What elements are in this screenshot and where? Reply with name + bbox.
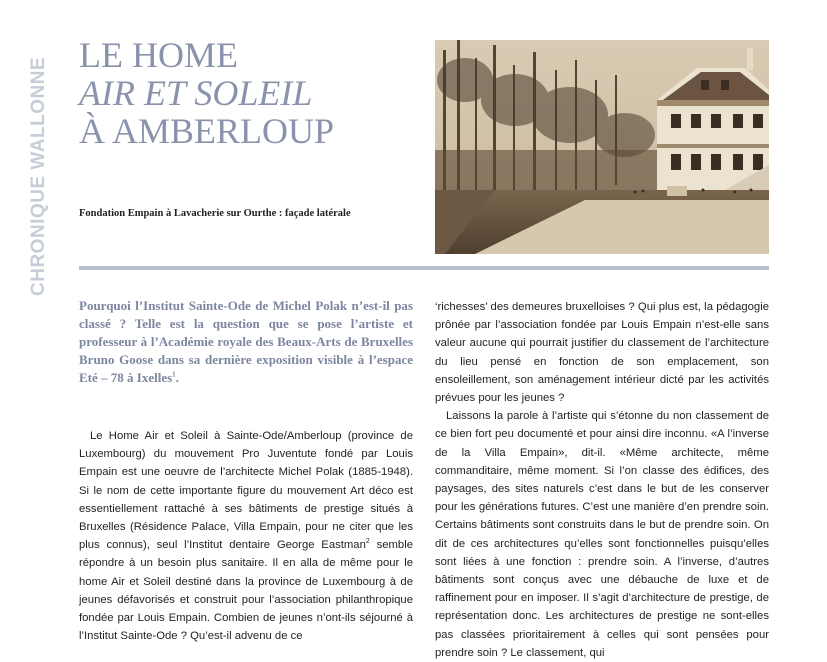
photo-caption: Fondation Empain à Lavacherie sur Ourthe : façade latérale	[79, 208, 351, 219]
lead-text: Pourquoi l’Institut Sainte-Ode de Michel Polak n’est-il pas classé ? Telle est la question que se pose l’artiste et professeur à l’Académie royale des Beaux-Arts de Bruxelles Bruno Goose dans sa dernière exposition visible à l’espace Eté – 78 à Ixelles	[79, 298, 413, 385]
title-line-3: À AMBERLOUP	[79, 111, 335, 151]
article-lead: Pourquoi l’Institut Sainte-Ode de Michel Polak n’est-il pas classé ? Telle est la question que se pose l’artiste et professeur à l’Académie royale des Beaux-Arts de Bruxelles Bruno Goose dans sa dernière exposition visible à l’espace Eté – 78 à Ixelles$^1$.	[79, 298, 413, 385]
paragraph	[79, 427, 413, 645]
building-photo	[435, 40, 769, 254]
paragraph: ‘richesses’ des demeures bruxelloises ? Qui plus est, la pédagogie prônée par l’association fondée par Louis Empain n’est-elle sans valeur aucune qui pourrait justifier du classement de l’architecture du lieu pensé en fonction de son emplacement, son ensoleillement, son aménagement intérieur dicté par les activités prévues pour les jeunes ?	[435, 301, 769, 405]
body-column-1	[79, 427, 413, 645]
title-line-1: LE HOME	[79, 35, 238, 75]
paragraph-text-continued: semble répondre à un besoin plus sanitaire. Il en alla de même pour le home Air et Soleil destiné dans la province de Luxembourg à de jeunes défavorisés et construit pour l’association philanthropique fondée par Louis Empain. Combien de jeunes n’ont-ils séjourné à l’Institut Sainte-Ode ? Qu’est-il advenu de ce	[79, 539, 413, 643]
footnote-ref-2: 2	[365, 538, 370, 546]
body-column-2	[435, 298, 769, 659]
building-photo-illustration	[435, 40, 769, 254]
article-title	[79, 36, 334, 150]
title-line-2: AIR ET SOLEIL	[79, 73, 313, 113]
section-label-text: CHRONIQUE WALLONNE	[28, 56, 49, 296]
section-divider	[79, 266, 769, 270]
footnote-ref-1: 1	[172, 370, 176, 379]
paragraph-text: Le Home Air et Soleil à Sainte-Ode/Amberloup (province de Luxembourg) du mouvement Pro Juventute fondé par Louis Empain est une oeuvre de l’architecte Michel Polak (1885-1948). Si le nom de cette importante figure du mouvement Art déco est essentiellement rattaché à ses bâtiments de prestige situés à Bruxelles (Résidence Palace, Villa Empain, pour ne citer que les plus connus), seul l’Institut dentaire George Eastman	[79, 430, 413, 552]
paragraph: Laissons la parole à l’artiste qui s’étonne du non classement de ce bien fort peu documenté et pour ainsi dire inconnu. «A l’inverse de la Villa Empain», dit-il. «Même architecte, même commanditaire, même moment. Si l’on classe des édifices, des paysages, des sites naturels c’est dans le but de les conserver pour les générations futures. C’est une manière d’en prendre soin. Certains bâtiments sont construits dans le but de prendre soin. On dit de ces architectures qu’elles sont fonctionnelles puisqu’elles sont liées à une fonction : prendre soin. A l’inverse, d’autres bâtiments sont conçus avec une débauche de luxe et de raffinement pour en imposer. Il s’agit d’architecture de prestige, de représentation donc. Les architectures de prestige ne sont-elles pas classées prioritairement à celles qui sont pensées pour prendre soin ? Le classement, qui	[435, 410, 769, 659]
